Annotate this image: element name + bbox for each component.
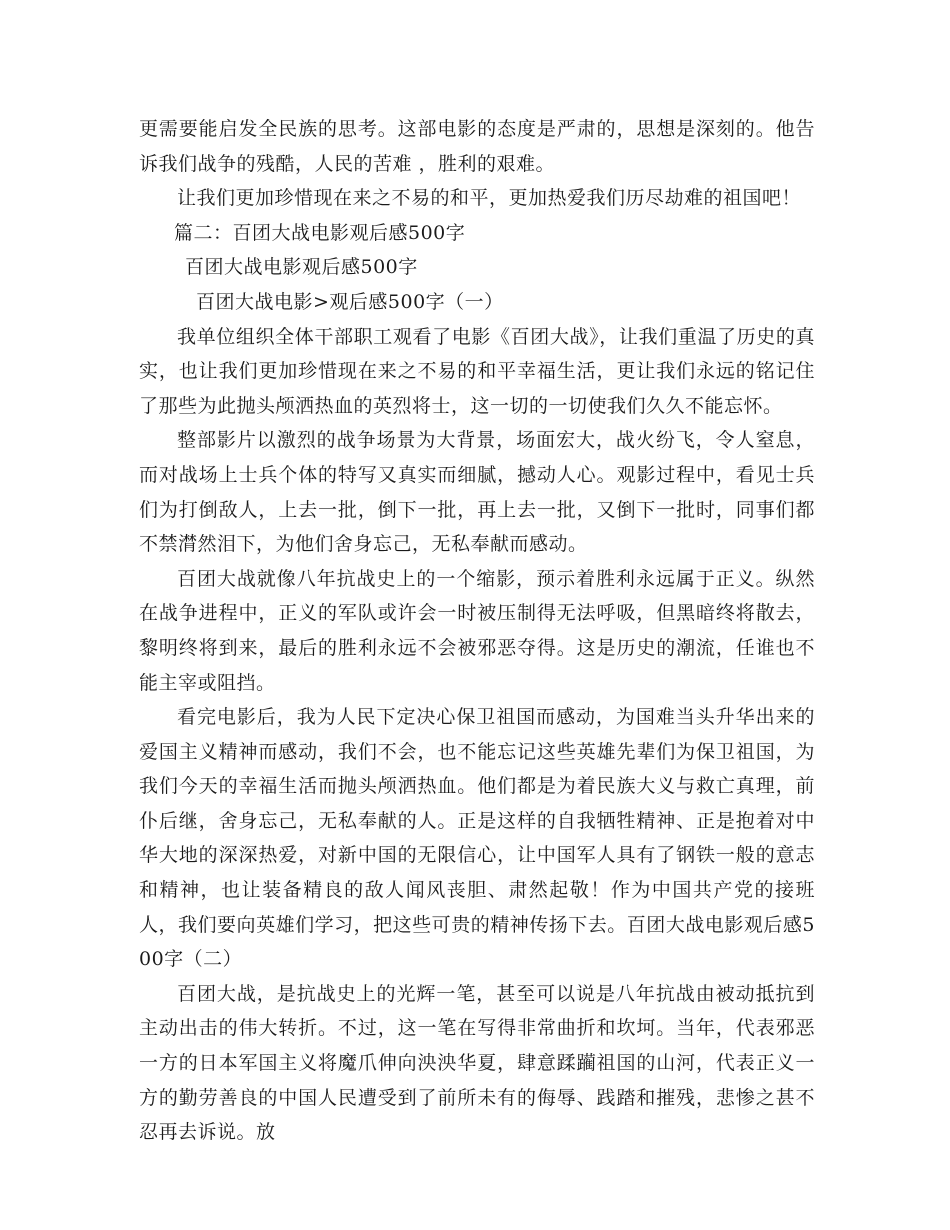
paragraph: 我单位组织全体干部职工观看了电影《百团大战》，让我们重温了历史的真实，也让我们更加珍惜现在来之不易的和平幸福生活，更让我们永远的铭记住了那些为此抛头颅洒热血的英烈将士，这一切的一切使我们久久不能忘怀。 — [139, 325, 815, 417]
paragraph: 百团大战，是抗战史上的光辉一笔，甚至可以说是八年抗战由被动抵抗到主动出击的伟大转折。不过，这一笔在写得非常曲折和坎坷。当年，代表邪恶一方的日本军国主义将魔爪伸向泱泱华夏，肆意蹂躏祖国的山河，代表正义一方的勤劳善良的中国人民遭受到了前所未有的侮辱、践踏和摧残，悲惨之甚不忍再去诉说。放 — [139, 982, 815, 1144]
paragraph: 百团大战就像八年抗战史上的一个缩影，预示着胜利永远属于正义。纵然在战争进程中，正义的军队或许会一时被压制得无法呼吸，但黑暗终将散去，黎明终将到来，最后的胜利永远不会被邪恶夺得。这是历史的潮流，任谁也不能主宰或阻挡。 — [139, 567, 815, 694]
paragraph: 看完电影后，我为人民下定决心保卫祖国而感动，为国难当头升华出来的爱国主义精神而感动，我们不会，也不能忘记这些英雄先辈们为保卫祖国，为我们今天的幸福生活而抛头颅洒热血。他们都是为着民族大义与救亡真理，前仆后继，舍身忘己，无私奉献的人。正是这样的自我牺牲精神、正是抱着对中华大地的深深热爱，对新中国的无限信心，让中国军人具有了钢铁一般的意志和精神，也让装备精良的敌人闻风丧胆、肃然起敬！作为中国共产党的接班人，我们要向英雄们学习，把这些可贵的精神传扬下去。百团大战电影观后感500字（二） — [139, 706, 815, 971]
paragraph-continued: 更需要能启发全民族的思考。这部电影的态度是严肃的，思想是深刻的。他告诉我们战争的残酷，人民的苦难 ，胜利的艰难。 — [139, 118, 815, 175]
document-body — [139, 112, 815, 1150]
paragraph-closing: 让我们更加珍惜现在来之不易的和平，更加热爱我们历尽劫难的祖国吧！ — [177, 187, 802, 210]
article-title: 百团大战电影观后感500字 — [185, 256, 418, 279]
section-heading: 篇二：百团大战电影观后感500字 — [174, 221, 466, 244]
article-subtitle: 百团大战电影>观后感500字（一） — [196, 290, 504, 313]
paragraph: 整部影片以激烈的战争场景为大背景，场面宏大，战火纷飞，令人窒息，而对战场上士兵个体的特写又真实而细腻，撼动人心。观影过程中，看见士兵们为打倒敌人，上去一批，倒下一批，再上去一批，又倒下一批时，同事们都不禁潸然泪下，为他们舍身忘己，无私奉献而感动。 — [139, 429, 815, 556]
